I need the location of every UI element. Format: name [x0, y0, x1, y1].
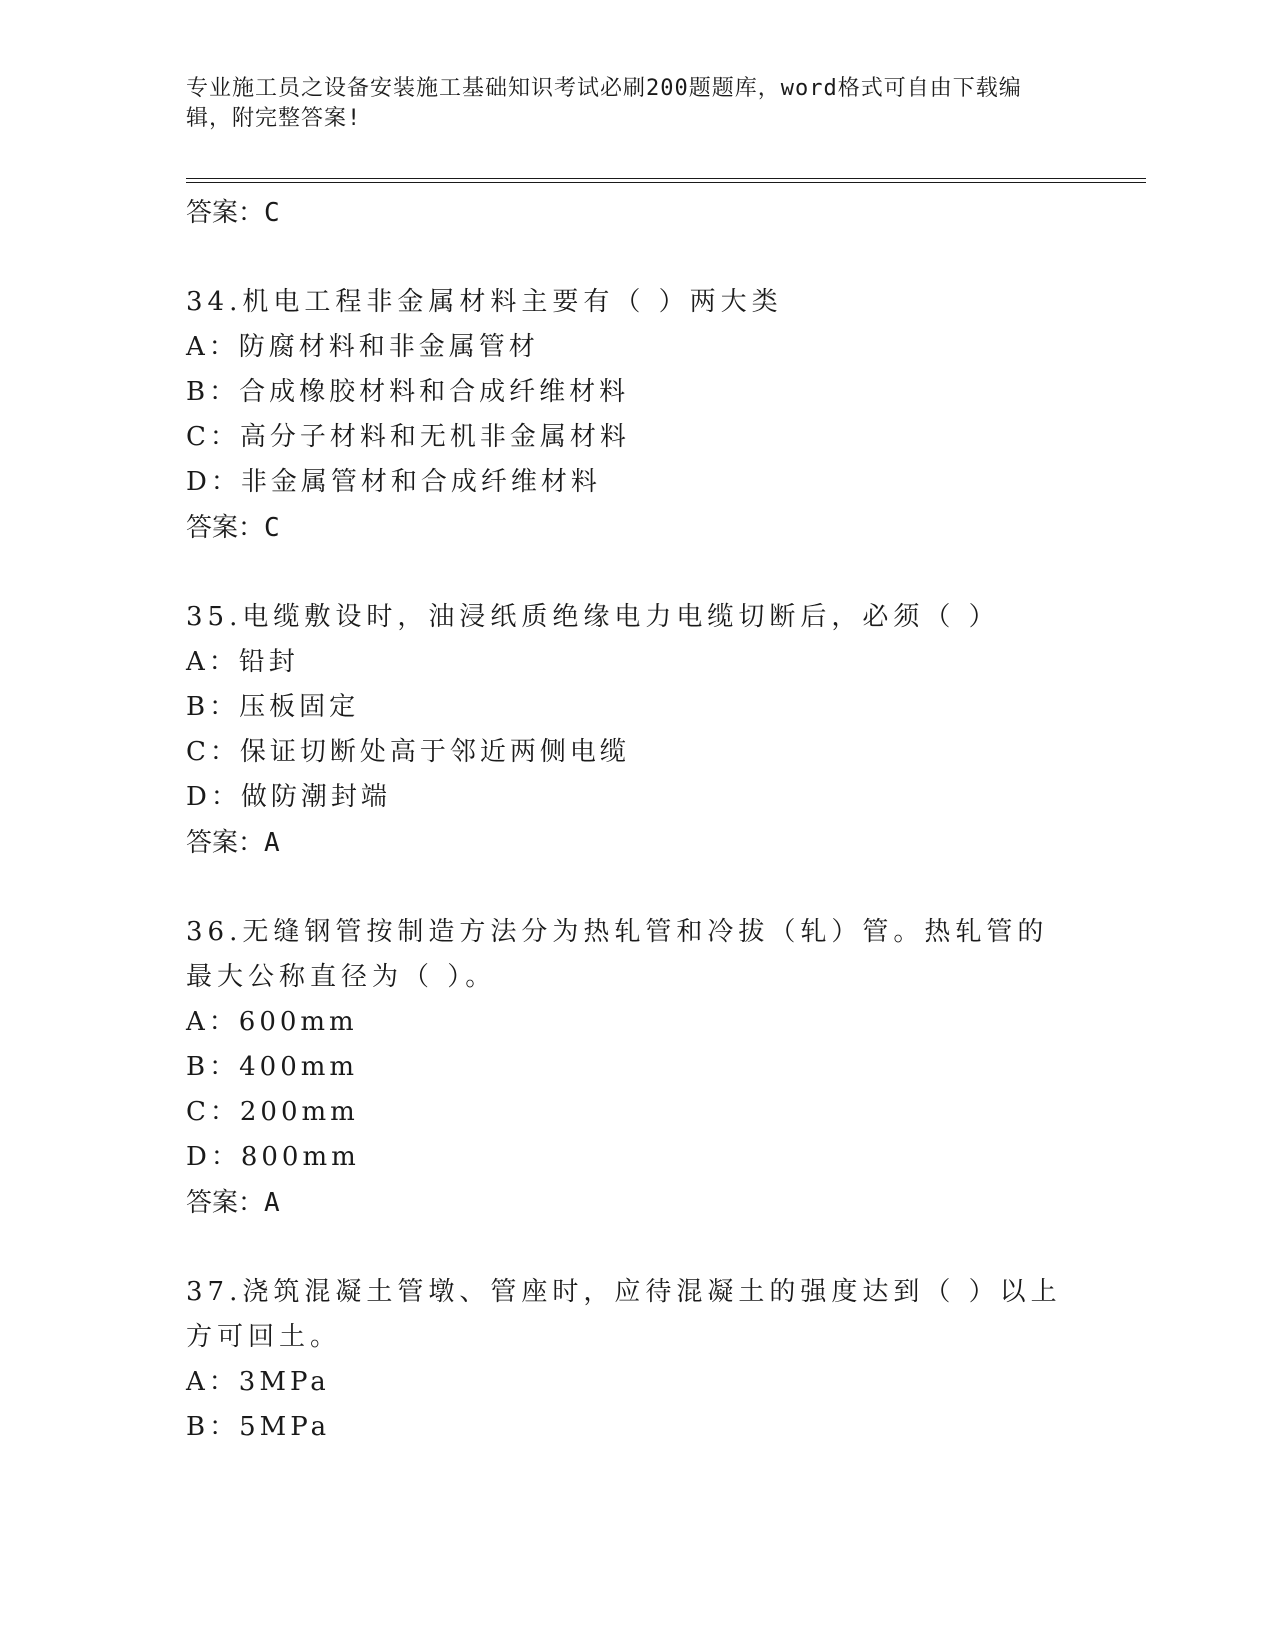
option-d: D：800mm	[186, 1142, 360, 1172]
question-list	[186, 190, 1086, 1450]
answer-line: 答案：C	[186, 513, 280, 543]
question-stem: 37.浇筑混凝土管墩、管座时，应待混凝土的强度达到（ ）以上方可回土。	[186, 1277, 1062, 1352]
option-a: A：3MPa	[186, 1367, 330, 1397]
header-divider-top	[186, 178, 1146, 179]
option-a: A：铅封	[186, 647, 299, 677]
question-stem: 35.电缆敷设时，油浸纸质绝缘电力电缆切断后，必须（ ）	[186, 602, 1000, 632]
option-b: B：400mm	[186, 1052, 359, 1082]
answer-line: 答案：A	[186, 828, 280, 858]
question-item	[186, 595, 1086, 866]
option-a: A：防腐材料和非金属管材	[186, 332, 539, 362]
option-b: B：压板固定	[186, 692, 360, 722]
option-d: D：做防潮封端	[186, 782, 391, 812]
answer-line: 答案：A	[186, 1188, 280, 1218]
question-stem: 36.无缝钢管按制造方法分为热轧管和冷拔（轧）管。热轧管的最大公称直径为（ ）。	[186, 917, 1049, 992]
option-b: B：合成橡胶材料和合成纤维材料	[186, 377, 630, 407]
option-b: B：5MPa	[186, 1412, 331, 1442]
answer-line: 答案：C	[186, 198, 280, 228]
option-a: A：600mm	[186, 1007, 358, 1037]
question-item	[186, 910, 1086, 1226]
option-d: D：非金属管材和合成纤维材料	[186, 467, 601, 497]
option-c: C：200mm	[186, 1097, 359, 1127]
option-c: C：高分子材料和无机非金属材料	[186, 422, 630, 452]
question-item	[186, 1270, 1086, 1450]
question-item	[186, 280, 1086, 551]
option-c: C：保证切断处高于邻近两侧电缆	[186, 737, 630, 767]
question-stem: 34.机电工程非金属材料主要有（ ）两大类	[186, 287, 783, 317]
header-divider-bottom	[186, 182, 1146, 183]
page-header-title: 专业施工员之设备安装施工基础知识考试必刷200题题库，word格式可自由下载编辑，附完整答案!	[186, 76, 1022, 131]
